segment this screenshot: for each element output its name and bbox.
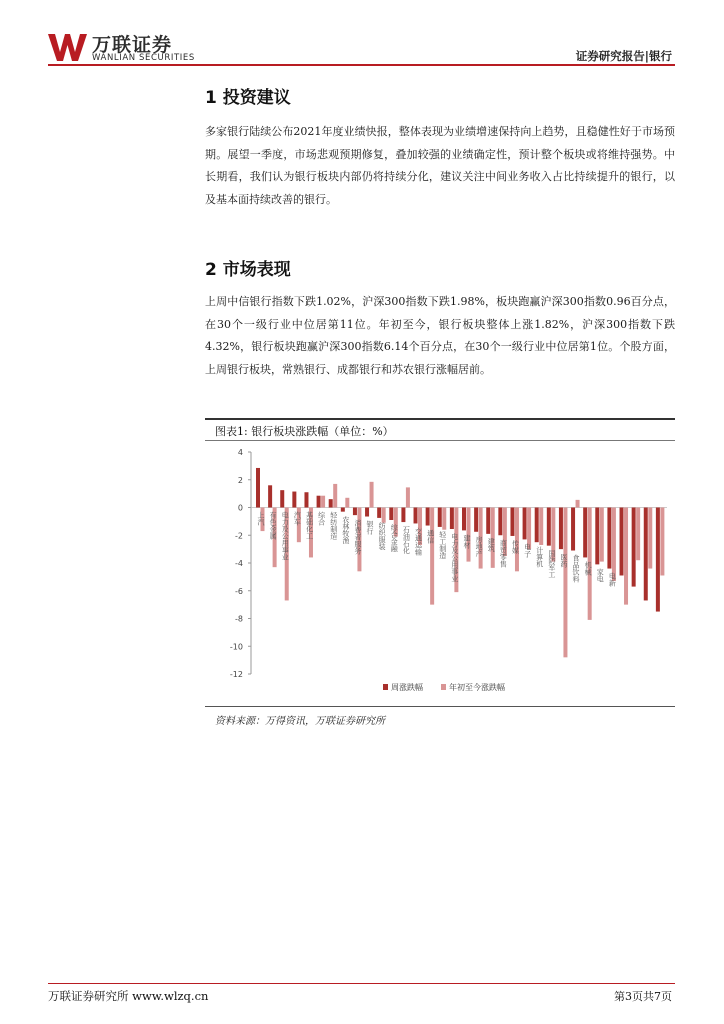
bar-ytd: [624, 508, 628, 605]
bar-weekly: [450, 508, 454, 530]
footer-divider: [48, 983, 675, 984]
section-body-market: 上周中信银行指数下跌1.02%，沪深300指数下跌1.98%，板块跑赢沪深300指数0.96百分点，在30个一级行业中位居第11位。年初至今，银行板块整体上涨1.82%，沪深300指数下跌4.32%，银行板块跑赢沪深300指数6.14个百分点，在30个一级行业中位居第1位。个股方面，上周银行板块，常熟银行、成都银行和苏农银行涨幅居前。: [205, 295, 675, 376]
category-label: 农林牧渔: [341, 515, 350, 544]
bar-weekly: [268, 485, 272, 507]
category-label: 房地产: [475, 535, 484, 557]
figure-top-rule: [205, 418, 675, 420]
bar-weekly: [547, 508, 551, 546]
y-tick-label: -4: [235, 559, 243, 568]
section-title-market: 2 市场表现: [205, 260, 291, 280]
bar-ytd: [636, 508, 640, 561]
logo-name-cn: 万联证券: [92, 34, 173, 56]
bar-weekly: [377, 508, 381, 518]
category-label: 通信: [426, 529, 435, 544]
category-label: 轻工制造: [438, 530, 447, 559]
category-label: 医药: [559, 553, 568, 568]
category-label: 家电: [596, 568, 605, 583]
bar-ytd: [648, 508, 652, 569]
y-tick-label: 0: [237, 503, 243, 513]
y-tick-label: 2: [237, 475, 243, 485]
bar-weekly: [474, 508, 478, 532]
category-label: 传媒: [511, 539, 520, 554]
bar-ytd: [345, 498, 349, 508]
bar-ytd: [612, 508, 616, 582]
bar-weekly: [462, 508, 466, 531]
bar-weekly: [304, 492, 308, 507]
header-divider: [48, 64, 675, 66]
category-label: 综合金融: [390, 523, 399, 552]
bar-ytd: [406, 487, 410, 507]
bar-weekly: [317, 496, 321, 508]
bar-weekly: [389, 508, 393, 520]
footer-institute: 万联证券研究所 www.wlzq.cn: [48, 989, 209, 1003]
category-label: 电子: [523, 543, 532, 558]
category-label: 建材: [463, 534, 471, 549]
category-label: 交通运输: [414, 527, 423, 556]
category-label: 计算机: [535, 546, 544, 568]
category-label: 银行: [366, 520, 375, 535]
bar-ytd: [430, 508, 434, 605]
bar-weekly: [365, 508, 369, 517]
bar-weekly: [571, 508, 575, 551]
category-label: 轻纺制造: [329, 511, 338, 540]
page-number: 第3页共7页: [614, 990, 672, 1003]
page-header: [0, 0, 724, 70]
bar-weekly: [256, 468, 260, 508]
bar-weekly: [523, 508, 527, 540]
category-label: 纺织服装: [378, 521, 387, 550]
bar-weekly: [595, 508, 599, 565]
y-tick-label: 4: [237, 448, 243, 457]
bar-weekly: [607, 508, 611, 569]
bar-weekly: [559, 508, 563, 550]
legend-label: 周涨跌幅: [391, 683, 423, 692]
y-tick-label: -10: [229, 642, 243, 652]
figure-bank-sector: [205, 418, 675, 708]
category-label: 上汽: [257, 511, 265, 526]
bar-chart: [205, 442, 675, 704]
bar-weekly: [486, 508, 490, 534]
bar-weekly: [510, 508, 514, 536]
bar-weekly: [438, 508, 442, 527]
category-label: 综合: [317, 511, 326, 526]
figure-title-rule: [205, 440, 675, 441]
bar-ytd: [600, 508, 604, 562]
category-label: 电力及公用事业: [450, 533, 459, 583]
category-label: 基础化工: [305, 511, 314, 540]
figure-title: 图表1: 银行板块涨跌幅（单位：%）: [215, 425, 394, 438]
bar-weekly: [498, 508, 502, 536]
section-title-investment: 1 投资建议: [205, 88, 291, 108]
bar-weekly: [341, 508, 345, 512]
bar-weekly: [353, 508, 357, 516]
bar-ytd: [370, 482, 374, 508]
bar-weekly: [535, 508, 539, 543]
bar-ytd: [576, 500, 580, 508]
category-label: 食品饮料: [572, 554, 581, 583]
figure-bottom-rule: [205, 706, 675, 707]
category-label: 消费者服务: [353, 519, 362, 555]
bar-ytd: [563, 508, 567, 658]
y-tick-label: -12: [229, 670, 243, 679]
bar-weekly: [414, 508, 418, 524]
bar-weekly: [292, 492, 296, 508]
category-label: 石油石化: [402, 526, 411, 555]
bar-weekly: [620, 508, 624, 576]
bar-ytd: [539, 508, 543, 545]
bar-ytd: [660, 508, 664, 576]
y-tick-label: -8: [235, 614, 243, 624]
bar-weekly: [632, 508, 636, 587]
bar-weekly: [329, 499, 333, 507]
category-label: 汽车: [293, 511, 302, 526]
category-label: 商贸零售: [499, 539, 508, 568]
figure-source: 资料来源：万得资讯，万联证券研究所: [215, 716, 385, 727]
bar-weekly: [583, 508, 587, 558]
category-label: 电新: [608, 572, 617, 587]
bar-weekly: [280, 490, 284, 507]
bar-weekly: [656, 508, 660, 612]
bar-ytd: [333, 484, 337, 508]
category-label: 有色金属: [269, 511, 278, 540]
bar-weekly: [401, 508, 405, 523]
category-label: 机械: [584, 561, 593, 576]
legend-swatch: [441, 684, 446, 690]
category-label: 国防军工: [547, 549, 556, 578]
category-label: 建筑: [487, 537, 496, 552]
y-tick-label: -6: [235, 586, 243, 596]
wanlian-logo-icon: [48, 32, 88, 62]
category-label: 电力及公用事业: [281, 511, 290, 561]
legend-label: 年初至今涨跌幅: [449, 683, 505, 692]
bar-weekly: [644, 508, 648, 601]
y-tick-label: -2: [235, 531, 243, 541]
section-body-investment: 多家银行陆续公布2021年度业绩快报，整体表现为业绩增速保持向上趋势，且稳健性好于市场预期。展望一季度，市场悲观预期修复，叠加较强的业绩确定性，预计整个板块或将维持强势。中长期看，我们认为银行板块内部仍将持续分化，建议关注中间业务收入占比持续提升的银行，以及基本面持续改善的银行。: [205, 125, 675, 206]
bar-weekly: [426, 508, 430, 526]
bar-ytd: [382, 508, 386, 523]
logo-name-en: WANLIAN SECURITIES: [92, 53, 195, 63]
legend-swatch: [383, 684, 388, 690]
bar-ytd: [321, 496, 325, 508]
report-type-label: 证券研究报告|银行: [575, 49, 672, 63]
bar-ytd: [442, 508, 446, 530]
